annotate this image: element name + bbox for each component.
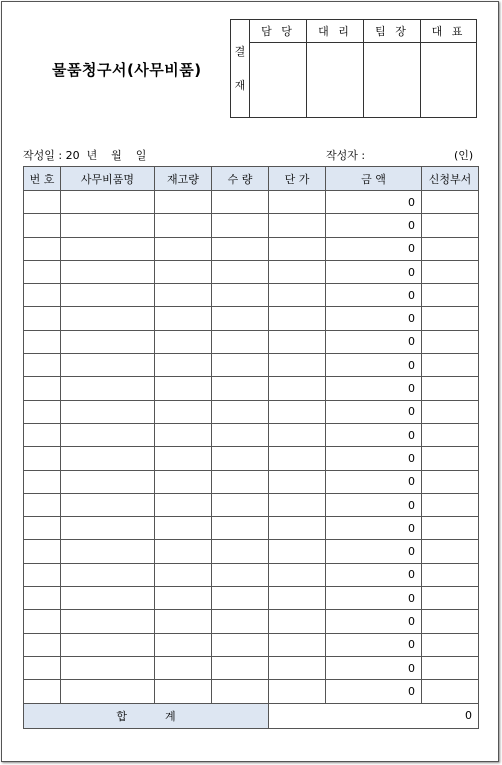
unit-price-cell[interactable] [269,470,326,493]
header-department: 신청부서 [422,167,479,191]
table-row [24,423,479,446]
stock-cell[interactable] [155,493,212,516]
department-cell[interactable] [422,563,479,586]
table-header-row [24,167,479,191]
stock-cell[interactable] [155,680,212,703]
amount-cell[interactable]: 0 [326,423,422,446]
document-title: 물품청구서(사무비품) [52,61,202,79]
stock-cell[interactable] [155,377,212,400]
table-row [24,587,479,610]
quantity-cell[interactable] [212,633,269,656]
approval-side-label [231,20,250,117]
item-name-cell[interactable] [61,656,155,679]
department-cell[interactable] [422,330,479,353]
total-value: 0 [269,703,479,728]
stock-cell[interactable] [155,540,212,563]
department-cell[interactable] [422,377,479,400]
item-name-cell[interactable] [61,493,155,516]
stock-cell[interactable] [155,610,212,633]
quantity-cell[interactable] [212,377,269,400]
table-row [24,563,479,586]
request-table [23,166,479,729]
item-name-cell[interactable] [61,354,155,377]
table-row [24,470,479,493]
header-quantity: 수 량 [212,167,269,191]
number-cell[interactable] [24,447,61,470]
approval-header: 팀 장 [364,20,420,43]
amount-cell[interactable]: 0 [326,260,422,283]
document-frame [1,1,499,762]
stock-cell[interactable] [155,587,212,610]
item-name-cell[interactable] [61,633,155,656]
unit-price-cell[interactable] [269,587,326,610]
number-cell[interactable] [24,260,61,283]
item-name-cell[interactable] [61,377,155,400]
amount-cell[interactable]: 0 [326,284,422,307]
table-row [24,493,479,516]
quantity-cell[interactable] [212,470,269,493]
stock-cell[interactable] [155,354,212,377]
quantity-cell[interactable] [212,540,269,563]
amount-cell[interactable]: 0 [326,656,422,679]
stock-cell[interactable] [155,214,212,237]
unit-price-cell[interactable] [269,377,326,400]
amount-cell[interactable]: 0 [326,400,422,423]
amount-cell[interactable]: 0 [326,493,422,516]
department-cell[interactable] [422,540,479,563]
unit-price-cell[interactable] [269,307,326,330]
approval-box [230,19,477,118]
unit-price-cell[interactable] [269,423,326,446]
item-name-cell[interactable] [61,260,155,283]
amount-cell[interactable]: 0 [326,307,422,330]
amount-cell[interactable]: 0 [326,377,422,400]
header-unit-price: 단 가 [269,167,326,191]
department-cell[interactable] [422,680,479,703]
item-name-cell[interactable] [61,423,155,446]
unit-price-cell[interactable] [269,447,326,470]
amount-cell[interactable]: 0 [326,610,422,633]
number-cell[interactable] [24,191,61,214]
item-name-cell[interactable] [61,307,155,330]
unit-price-cell[interactable] [269,540,326,563]
header-item-name: 사무비품명 [61,167,155,191]
department-cell[interactable] [422,191,479,214]
quantity-cell[interactable] [212,354,269,377]
amount-cell[interactable]: 0 [326,680,422,703]
number-cell[interactable] [24,400,61,423]
number-cell[interactable] [24,587,61,610]
item-name-cell[interactable] [61,191,155,214]
quantity-cell[interactable] [212,447,269,470]
department-cell[interactable] [422,237,479,260]
approval-header: 담 당 [250,20,306,43]
department-cell[interactable] [422,307,479,330]
department-cell[interactable] [422,633,479,656]
unit-price-cell[interactable] [269,493,326,516]
amount-cell[interactable]: 0 [326,330,422,353]
table-row [24,400,479,423]
header-stock: 재고량 [155,167,212,191]
table-row [24,656,479,679]
amount-cell[interactable]: 0 [326,517,422,540]
table-row [24,377,479,400]
quantity-cell[interactable] [212,330,269,353]
written-date-label: 작성일 : 20 년 월 일 [23,149,147,162]
quantity-cell[interactable] [212,680,269,703]
department-cell[interactable] [422,260,479,283]
item-name-cell[interactable] [61,400,155,423]
item-name-cell[interactable] [61,680,155,703]
number-cell[interactable] [24,307,61,330]
unit-price-cell[interactable] [269,330,326,353]
approval-header: 대 표 [421,20,476,43]
amount-cell[interactable]: 0 [326,191,422,214]
approval-column-2 [307,20,364,117]
number-cell[interactable] [24,493,61,516]
header-amount: 금 액 [326,167,422,191]
quantity-cell[interactable] [212,610,269,633]
department-cell[interactable] [422,493,479,516]
number-cell[interactable] [24,330,61,353]
approval-side-char-2: 재 [234,78,246,92]
department-cell[interactable] [422,423,479,446]
number-cell[interactable] [24,563,61,586]
stock-cell[interactable] [155,237,212,260]
writer-label: 작성자 : [326,149,366,162]
item-name-cell[interactable] [61,610,155,633]
number-cell[interactable] [24,377,61,400]
quantity-cell[interactable] [212,307,269,330]
total-row [24,703,479,728]
quantity-cell[interactable] [212,284,269,307]
department-cell[interactable] [422,284,479,307]
table-row [24,237,479,260]
approval-column-1 [250,20,307,117]
amount-cell[interactable]: 0 [326,354,422,377]
stock-cell[interactable] [155,400,212,423]
total-label: 합계 [24,703,269,728]
unit-price-cell[interactable] [269,517,326,540]
item-name-cell[interactable] [61,540,155,563]
department-cell[interactable] [422,610,479,633]
table-row [24,447,479,470]
unit-price-cell[interactable] [269,237,326,260]
table-row [24,680,479,703]
department-cell[interactable] [422,354,479,377]
seal-label: (인) [454,149,474,162]
number-cell[interactable] [24,680,61,703]
quantity-cell[interactable] [212,191,269,214]
unit-price-cell[interactable] [269,354,326,377]
number-cell[interactable] [24,284,61,307]
department-cell[interactable] [422,517,479,540]
department-cell[interactable] [422,447,479,470]
number-cell[interactable] [24,214,61,237]
department-cell[interactable] [422,400,479,423]
department-cell[interactable] [422,656,479,679]
stock-cell[interactable] [155,633,212,656]
stock-cell[interactable] [155,191,212,214]
item-name-cell[interactable] [61,330,155,353]
stock-cell[interactable] [155,284,212,307]
department-cell[interactable] [422,587,479,610]
quantity-cell[interactable] [212,563,269,586]
unit-price-cell[interactable] [269,260,326,283]
unit-price-cell[interactable] [269,400,326,423]
stock-cell[interactable] [155,260,212,283]
table-row [24,214,479,237]
quantity-cell[interactable] [212,260,269,283]
quantity-cell[interactable] [212,517,269,540]
table-row [24,191,479,214]
number-cell[interactable] [24,354,61,377]
number-cell[interactable] [24,423,61,446]
amount-cell[interactable]: 0 [326,563,422,586]
table-row [24,354,479,377]
amount-cell[interactable]: 0 [326,540,422,563]
header-number: 번 호 [24,167,61,191]
number-cell[interactable] [24,540,61,563]
number-cell[interactable] [24,656,61,679]
item-name-cell[interactable] [61,214,155,237]
number-cell[interactable] [24,610,61,633]
item-name-cell[interactable] [61,517,155,540]
quantity-cell[interactable] [212,400,269,423]
item-name-cell[interactable] [61,563,155,586]
quantity-cell[interactable] [212,587,269,610]
amount-cell[interactable]: 0 [326,587,422,610]
number-cell[interactable] [24,237,61,260]
stock-cell[interactable] [155,563,212,586]
quantity-cell[interactable] [212,493,269,516]
stock-cell[interactable] [155,330,212,353]
approval-column-4 [421,20,476,117]
number-cell[interactable] [24,470,61,493]
amount-cell[interactable]: 0 [326,237,422,260]
approval-column-3 [364,20,421,117]
unit-price-cell[interactable] [269,214,326,237]
item-name-cell[interactable] [61,284,155,307]
number-cell[interactable] [24,633,61,656]
unit-price-cell[interactable] [269,610,326,633]
unit-price-cell[interactable] [269,563,326,586]
approval-header: 대 리 [307,20,363,43]
number-cell[interactable] [24,517,61,540]
table-row [24,260,479,283]
amount-cell[interactable]: 0 [326,447,422,470]
amount-cell[interactable]: 0 [326,633,422,656]
unit-price-cell[interactable] [269,191,326,214]
quantity-cell[interactable] [212,656,269,679]
approval-side-char-1: 결 [234,44,246,58]
stock-cell[interactable] [155,307,212,330]
unit-price-cell[interactable] [269,656,326,679]
table-row [24,330,479,353]
table-row [24,610,479,633]
unit-price-cell[interactable] [269,680,326,703]
stock-cell[interactable] [155,447,212,470]
table-row [24,307,479,330]
unit-price-cell[interactable] [269,284,326,307]
amount-cell[interactable]: 0 [326,214,422,237]
item-name-cell[interactable] [61,470,155,493]
department-cell[interactable] [422,214,479,237]
quantity-cell[interactable] [212,214,269,237]
item-name-cell[interactable] [61,447,155,470]
quantity-cell[interactable] [212,423,269,446]
table-row [24,540,479,563]
quantity-cell[interactable] [212,237,269,260]
unit-price-cell[interactable] [269,633,326,656]
stock-cell[interactable] [155,517,212,540]
amount-cell[interactable]: 0 [326,470,422,493]
table-row [24,517,479,540]
table-row [24,284,479,307]
stock-cell[interactable] [155,470,212,493]
item-name-cell[interactable] [61,587,155,610]
department-cell[interactable] [422,470,479,493]
stock-cell[interactable] [155,656,212,679]
stock-cell[interactable] [155,423,212,446]
item-name-cell[interactable] [61,237,155,260]
table-row [24,633,479,656]
